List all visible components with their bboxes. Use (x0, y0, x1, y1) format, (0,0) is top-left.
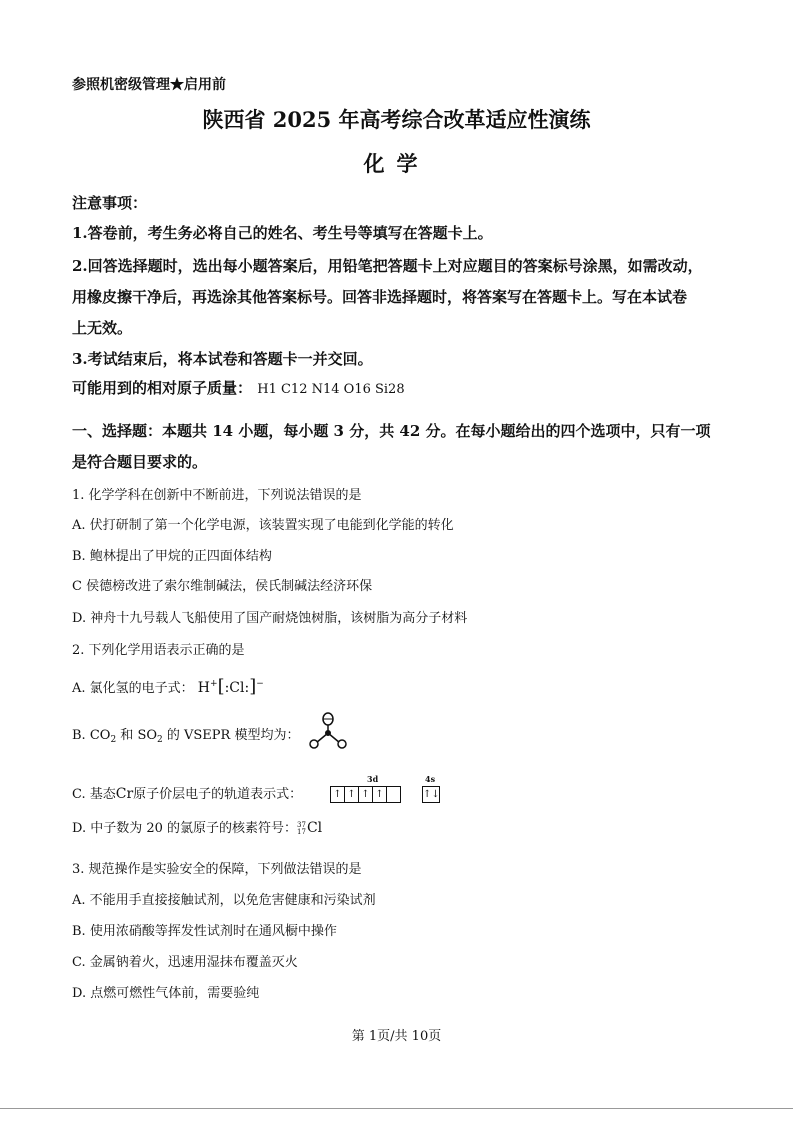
orbital-label-3d: 3d (367, 774, 379, 784)
and-text: 和 (116, 728, 138, 743)
orbital-box: ↑ (372, 786, 387, 803)
q2-option-b-suffix: 的 VSEPR 模型均为： (162, 728, 300, 743)
q1-option-a: A. 伏打研制了第一个化学电源，该装置实现了电能到化学能的转化 (72, 518, 454, 533)
notice-item-2-line-2: 用橡皮擦干净后，再选涂其他答案标号。回答非选择题时，将答案写在答题卡上。写在本试卷 (72, 288, 688, 306)
so2-formula (137, 728, 162, 743)
co2-formula (90, 728, 116, 743)
trigonal-planar-model-icon (306, 710, 350, 752)
q1-option-b: B. 鲍林提出了甲烷的正四面体结构 (72, 549, 272, 564)
q2-option-d (72, 817, 322, 836)
q3-option-c: C. 金属钠着火，迅速用湿抹布覆盖灭火 (72, 955, 298, 970)
section-1-line-1: 一、选择题：本题共 14 小题，每小题 3 分，共 42 分。在每小题给出的四个选项中，只有一项 (72, 422, 711, 440)
q3-option-d: D. 点燃可燃性气体前，需要验纯 (72, 986, 260, 1001)
q2-option-d-text: D. 中子数为 20 的氯原子的核素符号： (72, 821, 298, 836)
orbital-box (386, 786, 401, 803)
mass-number: 37 (297, 821, 306, 829)
orbital-box: ↑ (330, 786, 345, 803)
notice-item-2-line-1: 2.回答选择题时，选出每小题答案后，用铅笔把答题卡上对应题目的答案标号涂黑，如需改动， (72, 257, 703, 275)
q1-stem: 1. 化学学科在创新中不断前进，下列说法错误的是 (72, 488, 362, 503)
q3-stem: 3. 规范操作是实验安全的保障，下列做法错误的是 (72, 862, 362, 877)
chlorine-symbol: Cl (306, 820, 323, 836)
q2-option-a-text: A. 氯化氢的电子式： (72, 681, 194, 696)
q1-option-c: C 侯德榜改进了索尔维制碱法，侯氏制碱法经济环保 (72, 579, 373, 594)
atomic-mass-values: H1 C12 N14 O16 Si28 (257, 382, 405, 397)
orbital-label-4s: 4s (425, 774, 436, 784)
hydrogen-symbol: H (197, 680, 211, 696)
chromium-symbol: Cr (115, 786, 134, 802)
hcl-electron-formula (197, 676, 264, 697)
co-text: CO (89, 728, 111, 743)
q2-stem: 2. 下列化学用语表示正确的是 (72, 643, 245, 658)
orbital-diagram-4s (422, 784, 440, 803)
orbital-box: ↑↓ (422, 786, 440, 803)
atomic-mass-line (72, 377, 405, 398)
orbital-diagram-3d (330, 784, 401, 803)
q2-option-c (72, 783, 302, 802)
bottom-divider (0, 1108, 793, 1109)
q2-option-c-prefix: C. 基态 (72, 787, 116, 802)
plus-charge: + (210, 679, 218, 689)
notice-item-2-line-3: 上无效。 (72, 319, 133, 337)
q2-option-c-suffix: 原子价层电子的轨道表示式： (133, 787, 303, 802)
chloride-symbol: :Cl: (224, 680, 250, 696)
nuclide-numbers (297, 822, 306, 836)
q2-option-a (72, 676, 264, 697)
co2-subscript: 2 (110, 735, 117, 745)
notice-heading: 注意事项： (72, 194, 148, 212)
q2-option-b (72, 724, 299, 745)
so2-subscript: 2 (157, 735, 163, 745)
secret-mark: 参照机密级管理★启用前 (72, 77, 226, 93)
right-bracket: ] (249, 676, 257, 697)
q2-option-b-prefix: B. (72, 728, 90, 743)
atomic-mass-label: 可能用到的相对原子质量： (72, 379, 253, 397)
orbital-box: ↑ (358, 786, 373, 803)
orbital-box: ↑ (344, 786, 359, 803)
notice-item-1: 1.答卷前，考生务必将自己的姓名、考生号等填写在答题卡上。 (72, 224, 493, 242)
exam-title: 陕西省 2025 年高考综合改革适应性演练 (202, 107, 591, 132)
subject-title: 化学 (363, 151, 430, 176)
page-number: 第 1页/共 10页 (351, 1029, 442, 1044)
section-1-line-2: 是符合题目要求的。 (72, 453, 208, 471)
q3-option-a: A. 不能用手直接接触试剂，以免危害健康和污染试剂 (72, 893, 376, 908)
notice-item-3: 3.考试结束后，将本试卷和答题卡一并交回。 (72, 350, 373, 368)
so-text: SO (137, 728, 158, 743)
left-bracket: [ (217, 676, 225, 697)
minus-charge: − (256, 679, 264, 689)
atomic-number: 17 (297, 828, 306, 836)
q3-option-b: B. 使用浓硝酸等挥发性试剂时在通风橱中操作 (72, 924, 337, 939)
q1-option-d: D. 神舟十九号载人飞船使用了国产耐烧蚀树脂，该树脂为高分子材料 (72, 611, 468, 626)
